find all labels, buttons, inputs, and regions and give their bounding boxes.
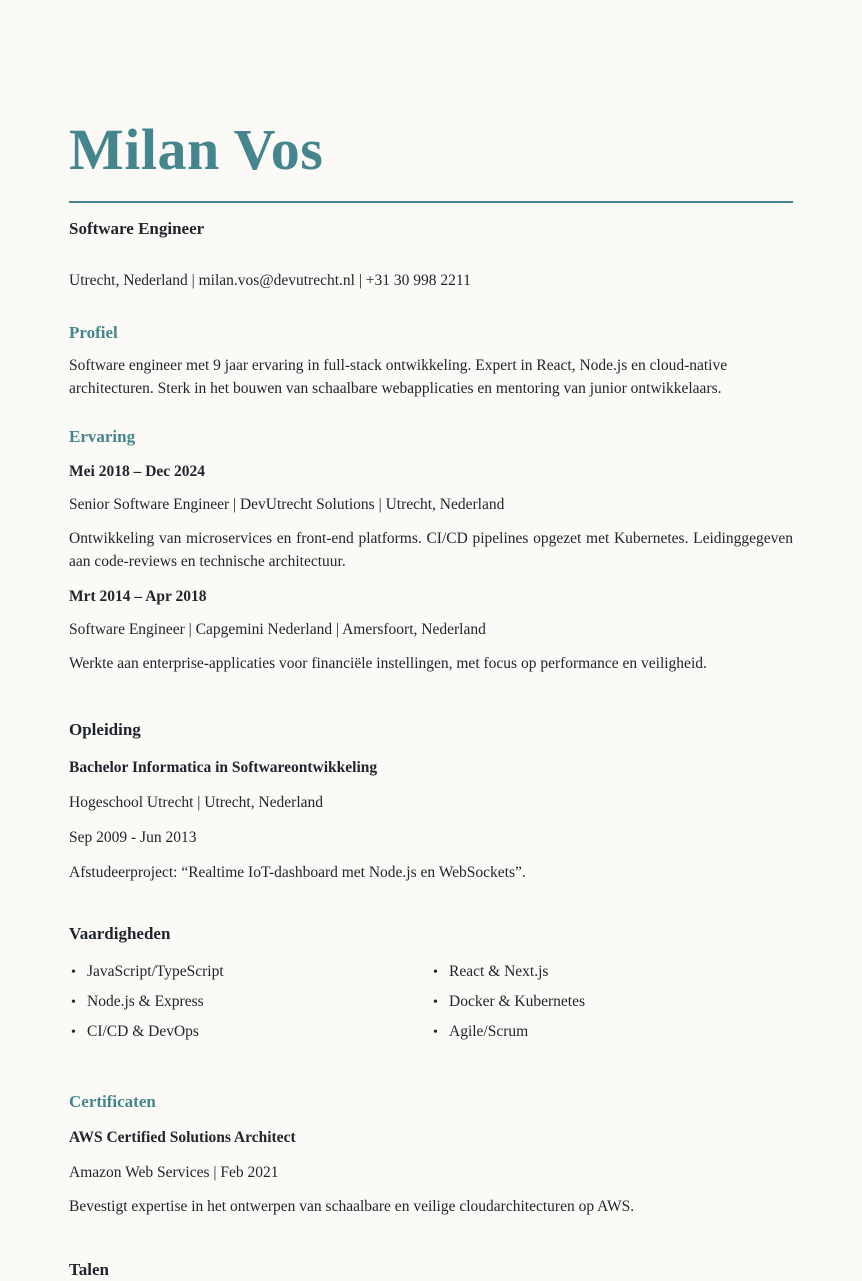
bullet-icon: • — [433, 1025, 438, 1040]
skill-label: Agile/Scrum — [449, 1023, 529, 1040]
education-degree: Bachelor Informatica in Softwareontwikkeling — [69, 759, 378, 776]
skills-list — [69, 961, 793, 1051]
section-title-ervaring: Ervaring — [69, 427, 136, 446]
job-title: Software Engineer — [69, 219, 205, 238]
skills-column-2 — [431, 961, 793, 1051]
education-school: Hogeschool Utrecht | Utrecht, Nederland — [69, 794, 324, 811]
bullet-icon: • — [433, 965, 438, 980]
list-item — [69, 991, 431, 1021]
bullet-icon: • — [71, 1025, 76, 1040]
section-title-opleiding: Opleiding — [69, 720, 141, 739]
contact-info: Utrecht, Nederland | milan.vos@devutrecht.nl | +31 30 998 2211 — [69, 272, 471, 289]
experience-entry — [69, 586, 793, 675]
skill-label: React & Next.js — [449, 963, 549, 980]
section-title-talen: Talen — [69, 1260, 110, 1279]
skill-label: Docker & Kubernetes — [449, 993, 586, 1010]
experience-dates: Mei 2018 – Dec 2024 — [69, 463, 206, 480]
experience-entry — [69, 461, 793, 573]
section-title-profiel: Profiel — [69, 323, 118, 342]
section-title-certificaten: Certificaten — [69, 1092, 156, 1111]
skill-label: CI/CD & DevOps — [87, 1023, 199, 1040]
experience-headline: Senior Software Engineer | DevUtrecht Solutions | Utrecht, Nederland — [69, 496, 505, 513]
bullet-icon: • — [71, 995, 76, 1010]
certification-issuer: Amazon Web Services | Feb 2021 — [69, 1164, 279, 1181]
skill-label: Node.js & Express — [87, 993, 204, 1010]
skill-label: JavaScript/TypeScript — [87, 963, 224, 980]
list-item — [431, 991, 793, 1021]
certification-description: Bevestigt expertise in het ontwerpen van schaalbare en veilige cloudarchitecturen op AWS. — [69, 1198, 635, 1215]
section-title-vaardigheden: Vaardigheden — [69, 924, 171, 943]
experience-description: Werkte aan enterprise-applicaties voor financiële instellingen, met focus op performance en veiligheid. — [69, 655, 707, 672]
experience-headline: Software Engineer | Capgemini Nederland | Amersfoort, Nederland — [69, 621, 486, 638]
list-item — [69, 961, 431, 991]
certification-name: AWS Certified Solutions Architect — [69, 1129, 296, 1146]
education-note: Afstudeerproject: “Realtime IoT-dashboard met Node.js en WebSockets”. — [69, 864, 526, 881]
list-item — [69, 1021, 431, 1051]
bullet-icon: • — [71, 965, 76, 980]
person-name: Milan Vos — [69, 117, 324, 182]
list-item — [431, 961, 793, 991]
bullet-icon: • — [433, 995, 438, 1010]
experience-dates: Mrt 2014 – Apr 2018 — [69, 588, 207, 605]
list-item — [431, 1021, 793, 1051]
header-divider — [69, 201, 793, 203]
education-dates: Sep 2009 - Jun 2013 — [69, 829, 197, 846]
skills-column-1 — [69, 961, 431, 1051]
profile-text: Software engineer met 9 jaar ervaring in full-stack ontwikkeling. Expert in React, Node.js en cloud-native architecturen. Sterk in het bouwen van schaalbare webapplicaties en mentoring van junior ontwikkelaars. — [69, 357, 728, 397]
experience-description: Ontwikkeling van microservices en front-end platforms. CI/CD pipelines opgezet met Kubernetes. Leidinggegeven aan code-reviews en technische architectuur. — [69, 530, 793, 570]
